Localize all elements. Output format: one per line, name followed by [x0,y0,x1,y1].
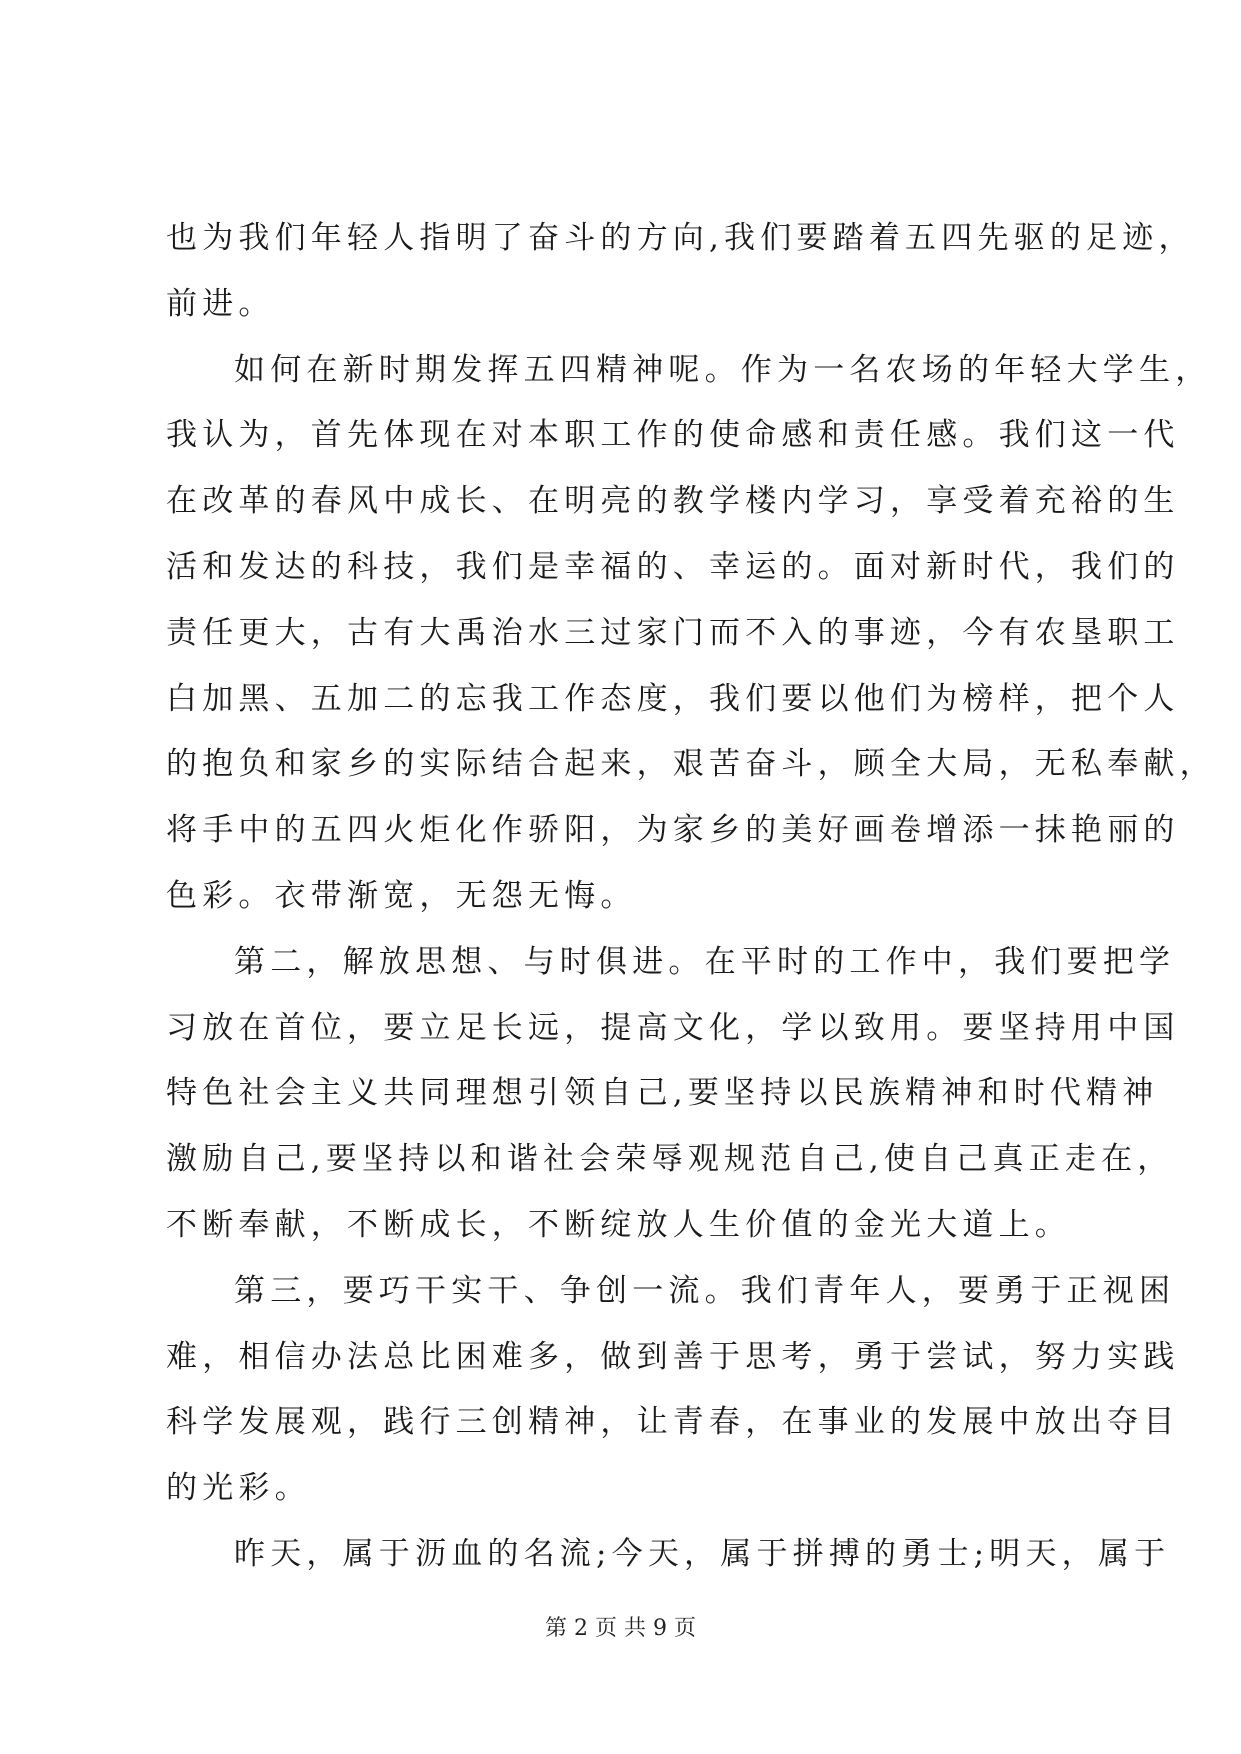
text-line: 色彩。衣带渐宽，无怨无悔。 [166,877,637,914]
text-line: 活和发达的科技，我们是幸福的、幸运的。面对新时代，我们的 [166,548,1180,585]
text-line: 在改革的春风中成长、在明亮的教学楼内学习，享受着充裕的生 [166,483,1180,520]
text-line: 科学发展观，践行三创精神，让青春，在事业的发展中放出夺目 [166,1404,1180,1441]
text-line: 也为我们年轻人指明了奋斗的方向,我们要踏着五四先驱的足迹， [166,220,1195,256]
text-line: 特色社会主义共同理想引领自己,要坚持以民族精神和时代精神 [166,1075,1159,1112]
text-line: 激励自己,要坚持以和谐社会荣辱观规范自己,使自己真正走在， [166,1141,1174,1178]
text-line: 难，相信办法总比困难多，做到善于思考，勇于尝试，努力实践 [166,1338,1180,1375]
text-line: 不断奉献，不断成长，不断绽放人生价值的金光大道上。 [166,1206,1071,1243]
text-line: 的抱负和家乡的实际结合起来，艰苦奋斗，顾全大局，无私奉献， [166,746,1216,783]
text-line: 责任更大，古有大禹治水三过家门而不入的事迹，今有农垦职工 [166,614,1180,651]
paragraph-first-line: 第三，要巧干实干、争创一流。我们青年人，要勇于正视困 [234,1272,1176,1309]
paragraph-first-line: 第二，解放思想、与时俱进。在平时的工作中，我们要把学 [234,943,1176,980]
text-line: 白加黑、五加二的忘我工作态度，我们要以他们为榜样，把个人 [166,680,1180,717]
text-line: 前进。 [166,285,275,322]
page-number-footer: 第 2 页 共 9 页 [545,1616,696,1641]
paragraph-first-line: 昨天，属于沥血的名流;今天，属于拼搏的勇士;明天，属于 [234,1535,1171,1572]
body-text [166,206,1216,1588]
text-line: 习放在首位，要立足长远，提高文化，学以致用。要坚持用中国 [166,1009,1180,1046]
text-line: 的光彩。 [166,1470,311,1507]
text-line: 我认为，首先体现在对本职工作的使命感和责任感。我们这一代 [166,417,1180,454]
paragraph-first-line: 如何在新时期发挥五四精神呢。作为一名农场的年轻大学生， [234,351,1212,388]
text-line: 将手中的五四火炬化作骄阳，为家乡的美好画卷增添一抹艳丽的 [166,812,1180,849]
